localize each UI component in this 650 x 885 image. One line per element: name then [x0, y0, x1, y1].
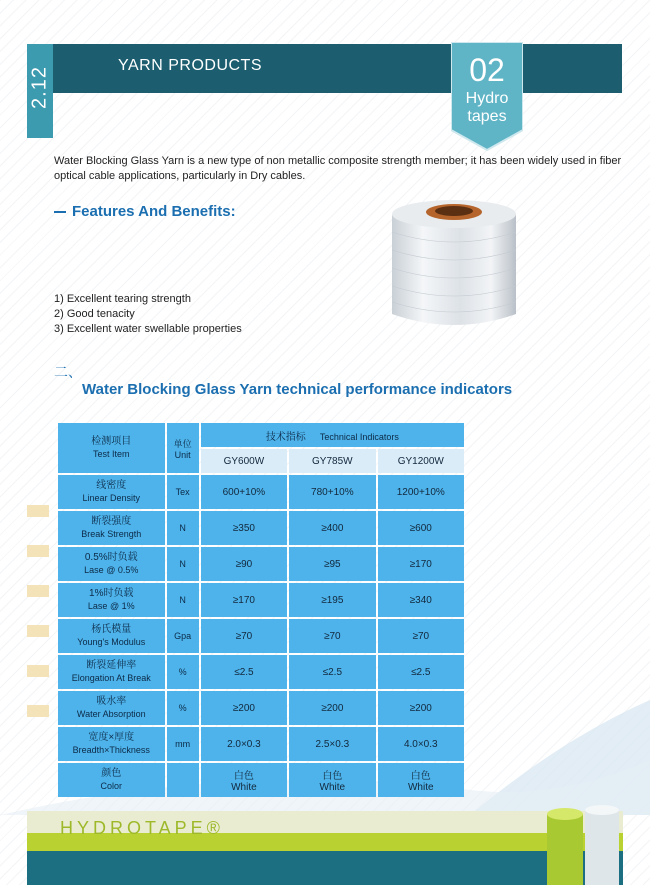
table-row	[58, 475, 464, 509]
row-label: 断裂强度 Break Strength	[58, 511, 165, 545]
row-value: ≤2.5	[201, 655, 287, 689]
badge-number: 02	[469, 52, 505, 88]
row-value: ≥340	[378, 583, 464, 617]
row-value: ≥200	[201, 691, 287, 725]
table-row	[58, 511, 464, 545]
row-value: ≥400	[289, 511, 375, 545]
features-title: Features And Benefits:	[72, 203, 236, 220]
row-value: 600+10%	[201, 475, 287, 509]
row-value: 2.0×0.3	[201, 727, 287, 761]
decorative-stripe	[27, 545, 49, 557]
benefits-list	[54, 292, 242, 337]
decorative-stripe	[27, 505, 49, 517]
table-row	[58, 583, 464, 617]
row-value: ≥170	[201, 583, 287, 617]
row-unit: %	[167, 655, 199, 689]
table-row	[58, 547, 464, 581]
header-technical-indicators: 技术指标 Technical Indicators	[201, 423, 464, 447]
row-value: 白色 White	[201, 763, 287, 797]
row-value: ≥70	[201, 619, 287, 653]
table-row	[58, 691, 464, 725]
row-value: ≥200	[378, 691, 464, 725]
row-value: ≥195	[289, 583, 375, 617]
table-row	[58, 727, 464, 761]
row-value: 白色 White	[378, 763, 464, 797]
row-value: ≥70	[378, 619, 464, 653]
row-unit: %	[167, 691, 199, 725]
section-number: 二、	[54, 364, 82, 380]
row-unit: N	[167, 583, 199, 617]
row-unit	[167, 763, 199, 797]
row-value: 2.5×0.3	[289, 727, 375, 761]
row-value: 白色 White	[289, 763, 375, 797]
row-label: 线密度 Linear Density	[58, 475, 165, 509]
row-value: ≥350	[201, 511, 287, 545]
table-row	[58, 655, 464, 689]
row-value: ≥90	[201, 547, 287, 581]
row-value: 4.0×0.3	[378, 727, 464, 761]
decorative-stripe	[27, 625, 49, 637]
row-label: 杨氏模量 Young's Modulus	[58, 619, 165, 653]
list-item: 3) Excellent water swellable properties	[54, 323, 242, 335]
row-unit: N	[167, 547, 199, 581]
row-label: 吸水率 Water Absorption	[58, 691, 165, 725]
section-title: Water Blocking Glass Yarn technical performance indicators	[82, 381, 513, 398]
list-item: 1) Excellent tearing strength	[54, 293, 191, 305]
list-item: 2) Good tenacity	[54, 308, 135, 320]
row-unit: mm	[167, 727, 199, 761]
hydro-tapes-badge	[451, 42, 523, 152]
row-value: 1200+10%	[378, 475, 464, 509]
tape-roll-icon	[533, 800, 623, 885]
page-title: YARN PRODUCTS	[118, 57, 262, 74]
badge-label	[451, 90, 523, 126]
row-label: 断裂延伸率 Elongation At Break	[58, 655, 165, 689]
row-label: 颜色 Color	[58, 763, 165, 797]
spec-table	[56, 421, 466, 799]
badge-line1: Hydro	[465, 90, 509, 107]
model-header: GY785W	[289, 449, 375, 473]
decorative-stripe	[27, 665, 49, 677]
dash-icon	[54, 211, 66, 213]
header-test-item: 检测项目 Test Item	[58, 423, 165, 473]
row-value: ≥70	[289, 619, 375, 653]
header-unit: 单位 Unit	[167, 423, 199, 473]
features-heading	[54, 203, 236, 220]
page-number: 2.12	[28, 66, 51, 109]
row-value: ≥95	[289, 547, 375, 581]
row-unit: Tex	[167, 475, 199, 509]
intro-paragraph: Water Blocking Glass Yarn is a new type of non metallic composite strength member; it has been widely used in fiber optical cable applications, particularly in Dry cables.	[54, 155, 622, 182]
row-unit: Gpa	[167, 619, 199, 653]
row-value: ≥200	[289, 691, 375, 725]
row-label: 宽度×厚度 Breadth×Thickness	[58, 727, 165, 761]
model-header: GY1200W	[378, 449, 464, 473]
row-value: ≥600	[378, 511, 464, 545]
hydrotape-logo: HYDROTAPE®	[60, 818, 224, 838]
row-label: 0.5%时负载 Lase @ 0.5%	[58, 547, 165, 581]
badge-line2: tapes	[467, 108, 507, 125]
row-value: ≤2.5	[289, 655, 375, 689]
page-number-tab	[27, 44, 53, 138]
decorative-stripe	[27, 585, 49, 597]
table-header-row	[58, 423, 464, 447]
row-value: ≤2.5	[378, 655, 464, 689]
row-value: 780+10%	[289, 475, 375, 509]
row-value: ≥170	[378, 547, 464, 581]
table-row	[58, 763, 464, 797]
row-unit: N	[167, 511, 199, 545]
row-label: 1%时负载 Lase @ 1%	[58, 583, 165, 617]
model-header: GY600W	[201, 449, 287, 473]
table-row	[58, 619, 464, 653]
yarn-spool-image	[384, 196, 524, 336]
